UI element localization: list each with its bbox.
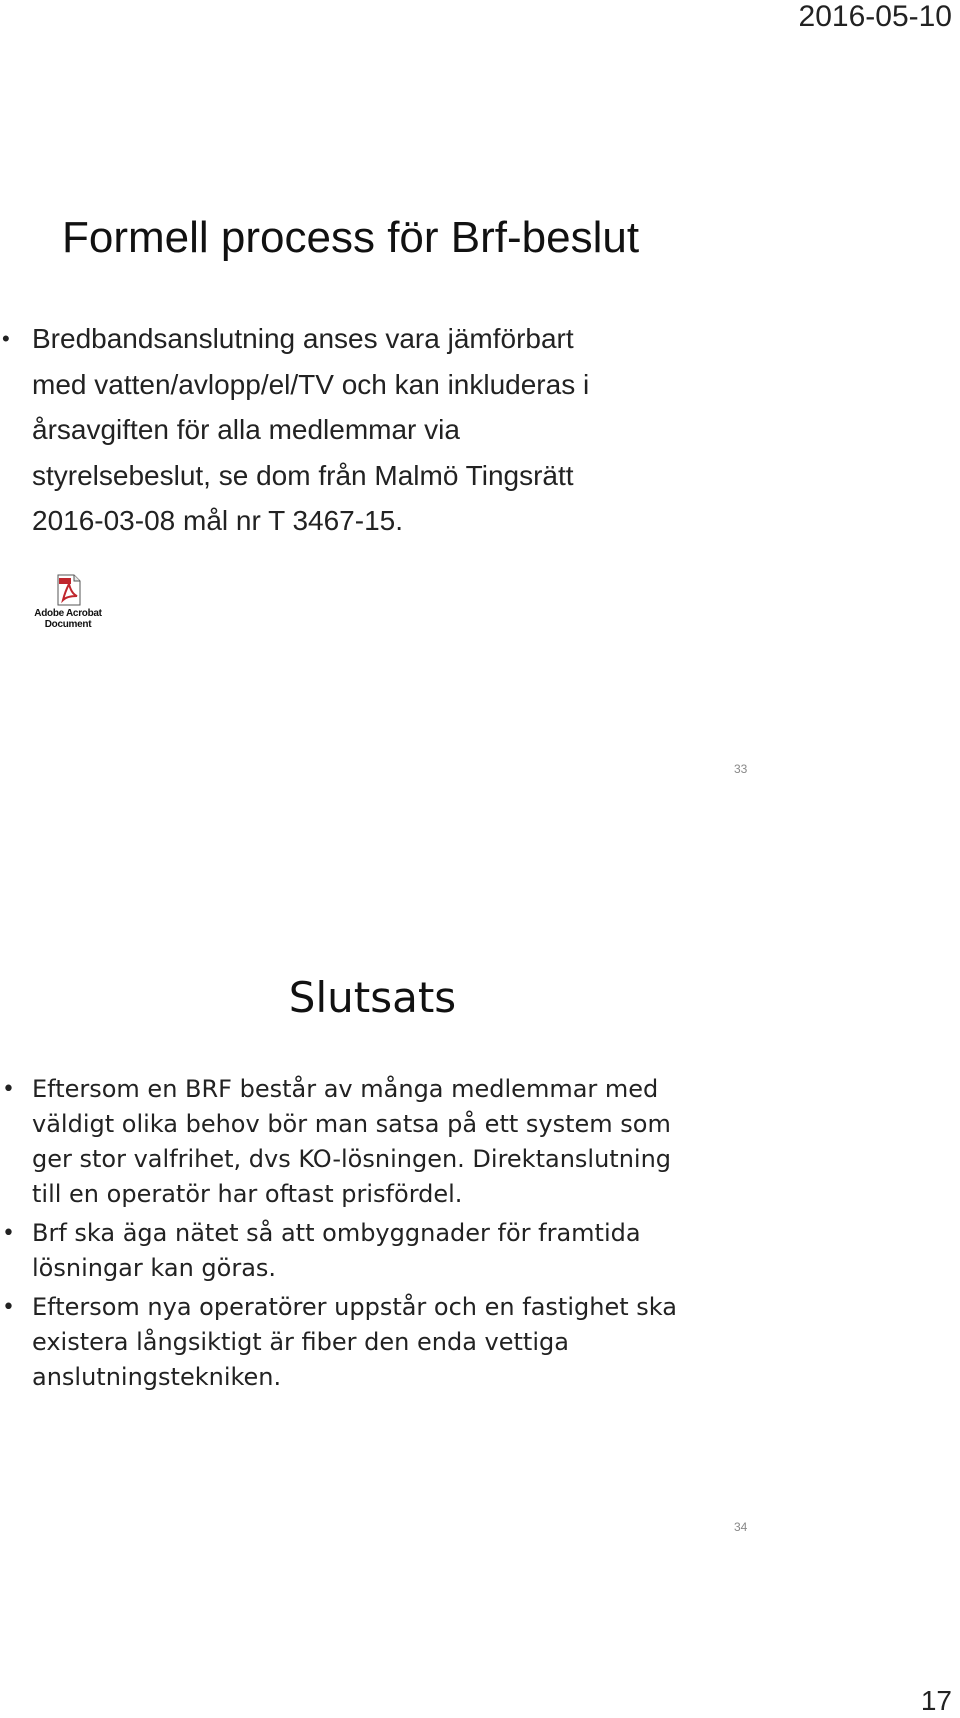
header-date: 2016-05-10 bbox=[798, 0, 952, 33]
slide-page-number: 34 bbox=[734, 1520, 748, 1534]
slide1-bullet-list bbox=[0, 316, 720, 544]
slide-page-number: 33 bbox=[734, 762, 748, 776]
slide2-bullet-item bbox=[0, 1290, 760, 1395]
bullet-icon: • bbox=[2, 1077, 15, 1102]
slide2-bullet-item bbox=[0, 1216, 760, 1286]
pdf-attachment[interactable] bbox=[30, 574, 110, 630]
pdf-caption-line: Document bbox=[44, 619, 92, 630]
bullet-line: årsavgiften för alla medlemmar via bbox=[32, 414, 460, 445]
slide2-bullet-item bbox=[0, 1072, 760, 1212]
bullet-line: väldigt olika behov bör man satsa på ett system som bbox=[32, 1110, 671, 1138]
pdf-caption-line: Adobe Acrobat bbox=[34, 608, 102, 619]
slide-title-slutsats: Slutsats bbox=[288, 973, 457, 1022]
bullet-line: Eftersom en BRF består av många medlemmar med bbox=[32, 1075, 659, 1103]
bullet-icon: • bbox=[2, 1295, 15, 1320]
bullet-line: anslutningstekniken. bbox=[32, 1363, 282, 1391]
bullet-line: existera långsiktigt är fiber den enda vettiga bbox=[32, 1328, 569, 1356]
slide2-bullet-list bbox=[0, 1072, 760, 1399]
bullet-line: styrelsebeslut, se dom från Malmö Tingsrätt bbox=[32, 459, 574, 491]
pdf-caption bbox=[30, 608, 106, 630]
bullet-line: till en operatör har oftast prisfördel. bbox=[32, 1180, 463, 1208]
bullet-line: Bredbandsanslutning anses vara jämförbart bbox=[32, 323, 574, 354]
bullet-line: 2016-03-08 mål nr T 3467-15. bbox=[32, 505, 403, 536]
bullet-line: lösningar kan göras. bbox=[32, 1254, 277, 1282]
bullet-line: Eftersom nya operatörer uppstår och en fastighet ska bbox=[32, 1293, 677, 1321]
bullet-line: Brf ska äga nätet så att ombyggnader för framtida bbox=[32, 1219, 641, 1247]
slide1-bullet-item bbox=[0, 316, 720, 544]
slide-title-formell-process: Formell process för Brf-beslut bbox=[62, 213, 640, 262]
bullet-icon: • bbox=[2, 326, 10, 351]
bullet-icon: • bbox=[2, 1221, 15, 1246]
bullet-line: ger stor valfrihet, dvs KO-lösningen. Direktanslutning bbox=[32, 1145, 672, 1173]
pdf-icon bbox=[56, 574, 82, 606]
bullet-line: med vatten/avlopp/el/TV och kan inkluderas i bbox=[32, 368, 590, 400]
footer-page-number: 17 bbox=[920, 1685, 952, 1716]
